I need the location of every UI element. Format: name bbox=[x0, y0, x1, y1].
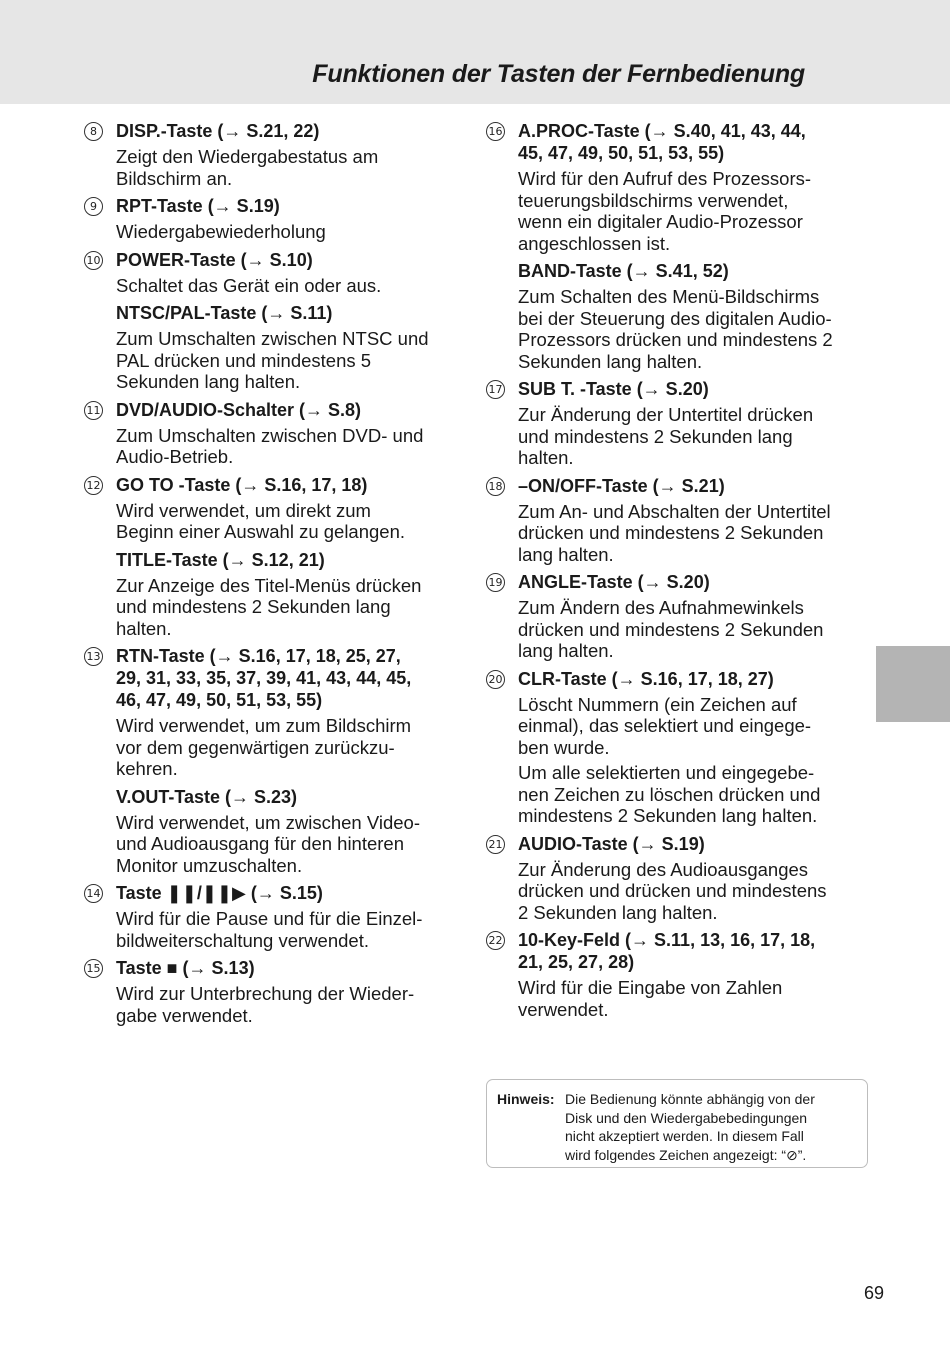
item-heading: Taste ❚❚/❚❚▶ (→ S.15) bbox=[116, 883, 323, 903]
page-title: Funktionen der Tasten der Fernbedienung bbox=[312, 60, 805, 88]
page-number: 69 bbox=[864, 1283, 885, 1303]
item-description: Wird verwendet, um zum Bildschirm vor dem gegenwärtigen zurückzu- kehren. bbox=[116, 715, 412, 779]
item-number-circle: 17 bbox=[486, 380, 505, 399]
item-heading: V.OUT-Taste (→ S.23) bbox=[116, 786, 298, 807]
item-heading: DVD/AUDIO-Schalter (→ S.8) bbox=[116, 399, 362, 420]
function-item bbox=[84, 880, 436, 951]
item-number-circle: 16 bbox=[486, 122, 505, 141]
item-description: Zeigt den Wiedergabestatus am Bildschirm an. bbox=[116, 146, 379, 189]
function-item bbox=[486, 118, 870, 372]
item-description: Schaltet das Gerät ein oder aus. bbox=[116, 274, 382, 296]
function-item bbox=[84, 193, 436, 243]
item-number-circle: 18 bbox=[486, 477, 505, 496]
item-heading: GO TO -Taste (→ S.16, 17, 18) bbox=[116, 474, 368, 495]
function-item bbox=[486, 473, 870, 566]
item-description: Zum Ändern des Aufnahmewinkels drücken und mindestens 2 Sekunden lang halten. bbox=[518, 597, 824, 661]
item-heading: AUDIO-Taste (→ S.19) bbox=[518, 833, 705, 854]
item-description: Wird verwendet, um zwischen Video- und Audioausgang für den hinteren Monitor umzuschalten. bbox=[116, 811, 421, 876]
item-description: Um alle selektierten und eingegebe- nen Zeichen zu löschen drücken und mindestens 2 Sekunden lang halten. bbox=[518, 762, 821, 826]
item-heading: –ON/OFF-Taste (→ S.21) bbox=[518, 475, 725, 496]
note-label: Hinweis: bbox=[497, 1091, 555, 1107]
item-heading: ANGLE-Taste (→ S.20) bbox=[518, 572, 710, 592]
item-number-circle: 20 bbox=[486, 670, 505, 689]
item-description: Zur Änderung der Untertitel drücken und mindestens 2 Sekunden lang halten. bbox=[518, 404, 814, 468]
item-description: Zum Umschalten zwischen DVD- und Audio-Betrieb. bbox=[116, 424, 424, 467]
function-item bbox=[486, 569, 870, 662]
item-heading: POWER-Taste (→ S.10) bbox=[116, 249, 313, 270]
item-description: Wird für den Aufruf des Prozessors- teuerungsbildschirms verwendet, wenn ein digitaler Audio-Prozessor angeschlossen ist. bbox=[518, 168, 812, 254]
item-number-circle: 9 bbox=[84, 197, 103, 216]
item-number-circle: 10 bbox=[84, 251, 103, 270]
note-text: Die Bedienung könnte abhängig von der Disk und den Wiedergabebedingungen nicht akzeptiert werden. In diesem Fall wird folgendes Zeichen angezeigt: “⊘”. bbox=[565, 1091, 815, 1163]
item-description: Löscht Nummern (ein Zeichen auf einmal), das selektiert und eingege- ben wurde. bbox=[518, 693, 812, 758]
function-item bbox=[486, 666, 870, 827]
item-description: Wiedergabewiederholung bbox=[116, 221, 326, 242]
left-column bbox=[84, 118, 436, 1030]
item-number-circle: 14 bbox=[84, 884, 103, 903]
side-tab bbox=[876, 646, 950, 722]
item-description: Wird für die Eingabe von Zahlen verwendet. bbox=[518, 977, 783, 1020]
function-item bbox=[84, 472, 436, 640]
function-item bbox=[84, 955, 436, 1026]
function-item bbox=[486, 376, 870, 469]
item-heading: BAND-Taste (→ S.41, 52) bbox=[518, 261, 729, 281]
item-number-circle: 15 bbox=[84, 959, 103, 978]
item-description: Wird für die Pause und für die Einzel- bildweiterschaltung verwendet. bbox=[116, 908, 423, 951]
function-item bbox=[84, 118, 436, 189]
item-description: Zur Anzeige des Titel-Menüs drücken und mindestens 2 Sekunden lang halten. bbox=[116, 574, 422, 639]
right-column bbox=[486, 118, 870, 1024]
item-heading: 10-Key-Feld (→ S.11, 13, 16, 17, 18, 21, 25, 27, 28) bbox=[518, 930, 816, 972]
function-item bbox=[486, 831, 870, 924]
item-number-circle: 22 bbox=[486, 931, 505, 950]
item-description: Zum Schalten des Menü-Bildschirms bei der Steuerung des digitalen Audio- Prozessors drücken und mindestens 2 Sekunden lang halten. bbox=[518, 286, 833, 372]
item-heading: TITLE-Taste (→ S.12, 21) bbox=[116, 549, 325, 570]
function-item bbox=[486, 927, 870, 1020]
item-heading: CLR-Taste (→ S.16, 17, 18, 27) bbox=[518, 668, 774, 689]
item-number-circle: 13 bbox=[84, 647, 103, 666]
function-item bbox=[84, 247, 436, 393]
item-number-circle: 11 bbox=[84, 401, 103, 420]
note-box bbox=[486, 1079, 868, 1168]
item-heading: Taste ■ (→ S.13) bbox=[116, 958, 255, 978]
function-item bbox=[84, 643, 436, 876]
item-description: Zur Änderung des Audioausganges drücken und drücken und mindestens 2 Sekunden lang halten. bbox=[518, 858, 827, 923]
item-heading: DISP.-Taste (→ S.21, 22) bbox=[116, 121, 320, 141]
function-item bbox=[84, 397, 436, 468]
item-description: Zum Umschalten zwischen NTSC und PAL drücken und mindestens 5 Sekunden lang halten. bbox=[116, 328, 429, 392]
item-number-circle: 21 bbox=[486, 835, 505, 854]
item-number-circle: 19 bbox=[486, 573, 505, 592]
item-number-circle: 12 bbox=[84, 476, 103, 495]
item-number-circle: 8 bbox=[84, 122, 103, 141]
item-heading: RPT-Taste (→ S.19) bbox=[116, 196, 280, 216]
item-description: Wird verwendet, um direkt zum Beginn einer Auswahl zu gelangen. bbox=[116, 499, 406, 542]
item-heading: RTN-Taste (→ S.16, 17, 18, 25, 27, 29, 31, 33, 35, 37, 39, 41, 43, 44, 45, 46, 47, 49, 50, 51, 53, 55) bbox=[116, 646, 412, 710]
item-heading: SUB T. -Taste (→ S.20) bbox=[518, 379, 709, 399]
item-heading: NTSC/PAL-Taste (→ S.11) bbox=[116, 303, 333, 323]
item-heading: A.PROC-Taste (→ S.40, 41, 43, 44, 45, 47, 49, 50, 51, 53, 55) bbox=[518, 121, 806, 163]
item-description: Zum An- und Abschalten der Untertitel drücken und mindestens 2 Sekunden lang halten. bbox=[518, 500, 831, 565]
item-description: Wird zur Unterbrechung der Wieder- gabe verwendet. bbox=[116, 983, 415, 1026]
